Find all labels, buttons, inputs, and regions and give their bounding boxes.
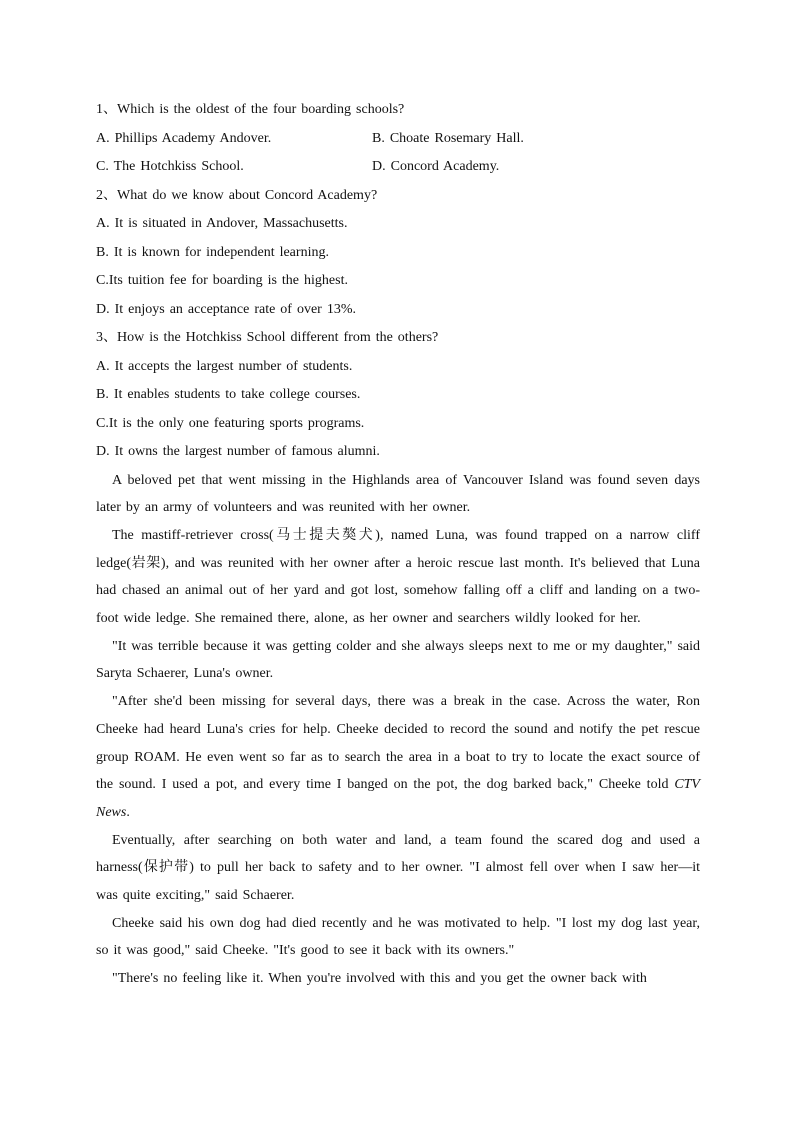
passage-paragraph-1: A beloved pet that went missing in the Highlands area of Vancouver Island was found seven days later by an army of volunteers and was reunited with her owner. — [96, 472, 700, 516]
question-2-stem: 2、What do we know about Concord Academy? — [96, 187, 378, 203]
question-1-option-a: A. Phillips Academy Andover. — [96, 130, 272, 146]
passage-paragraph-4-end: . — [126, 804, 130, 820]
question-1-options-row-1 — [96, 125, 700, 154]
document-content — [96, 96, 700, 993]
passage-paragraph-6: Cheeke said his own dog had died recently and he was motivated to help. "I lost my dog last year, so it was good," said Cheeke. "It's good to see it back with its owners." — [96, 915, 700, 959]
passage-paragraph-4 — [96, 688, 700, 827]
passage-paragraph-4-text: "After she'd been missing for several days, there was a break in the case. Across the water, Ron Cheeke had heard Luna's cries for help. Cheeke decided to record the sound and notify the pet rescue group ROAM. He even went so far as to search the area in a boat to try to locate the exact source of the sound. I used a pot, and every time I banged on the pot, the dog barked back," Cheeke told — [96, 694, 700, 793]
question-2-option-d: D. It enjoys an acceptance rate of over 13%. — [96, 301, 356, 317]
question-1-option-d: D. Concord Academy. — [372, 159, 500, 174]
passage-paragraph-3: "It was terrible because it was getting colder and she always sleeps next to me or my daughter," said Saryta Schaerer, Luna's owner. — [96, 638, 700, 682]
question-1-option-c: C. The Hotchkiss School. — [96, 159, 244, 174]
question-3-option-b: B. It enables students to take college courses. — [96, 387, 361, 402]
question-1-stem: 1、Which is the oldest of the four boarding schools? — [96, 102, 405, 117]
question-2-option-c: C.Its tuition fee for boarding is the highest. — [96, 273, 348, 288]
question-1-option-b: B. Choate Rosemary Hall. — [372, 130, 524, 146]
question-2-option-a: A. It is situated in Andover, Massachusetts. — [96, 216, 348, 231]
passage-paragraph-7: "There's no feeling like it. When you're involved with this and you get the owner back with — [112, 971, 647, 987]
question-2-option-b: B. It is known for independent learning. — [96, 244, 329, 260]
question-3-option-c: C.It is the only one featuring sports programs. — [96, 415, 365, 431]
news-source: CTV News — [96, 777, 700, 820]
passage-paragraph-2: The mastiff-retriever cross(马士提夫獒犬), named Luna, was found trapped on a narrow cliff ledge(岩架), and was reunited with her owner after a heroic rescue last month. It's believed that Luna had chased an animal out of her yard and got lost, somehow falling off a cliff and landing on a two-foot wide ledge. She remained there, alone, as her owner and searchers wildly looked for her. — [96, 527, 700, 627]
question-3-option-d: D. It owns the largest number of famous alumni. — [96, 444, 380, 459]
passage-paragraph-5: Eventually, after searching on both water and land, a team found the scared dog and used a harness(保护带) to pull her back to safety and to her owner. "I almost fell over when I saw her—it was quite exciting," said Schaerer. — [96, 832, 700, 904]
question-3-stem: 3、How is the Hotchkiss School different from the others? — [96, 330, 439, 345]
question-1-options-row-2 — [96, 153, 700, 182]
question-3-option-a: A. It accepts the largest number of students. — [96, 358, 353, 374]
